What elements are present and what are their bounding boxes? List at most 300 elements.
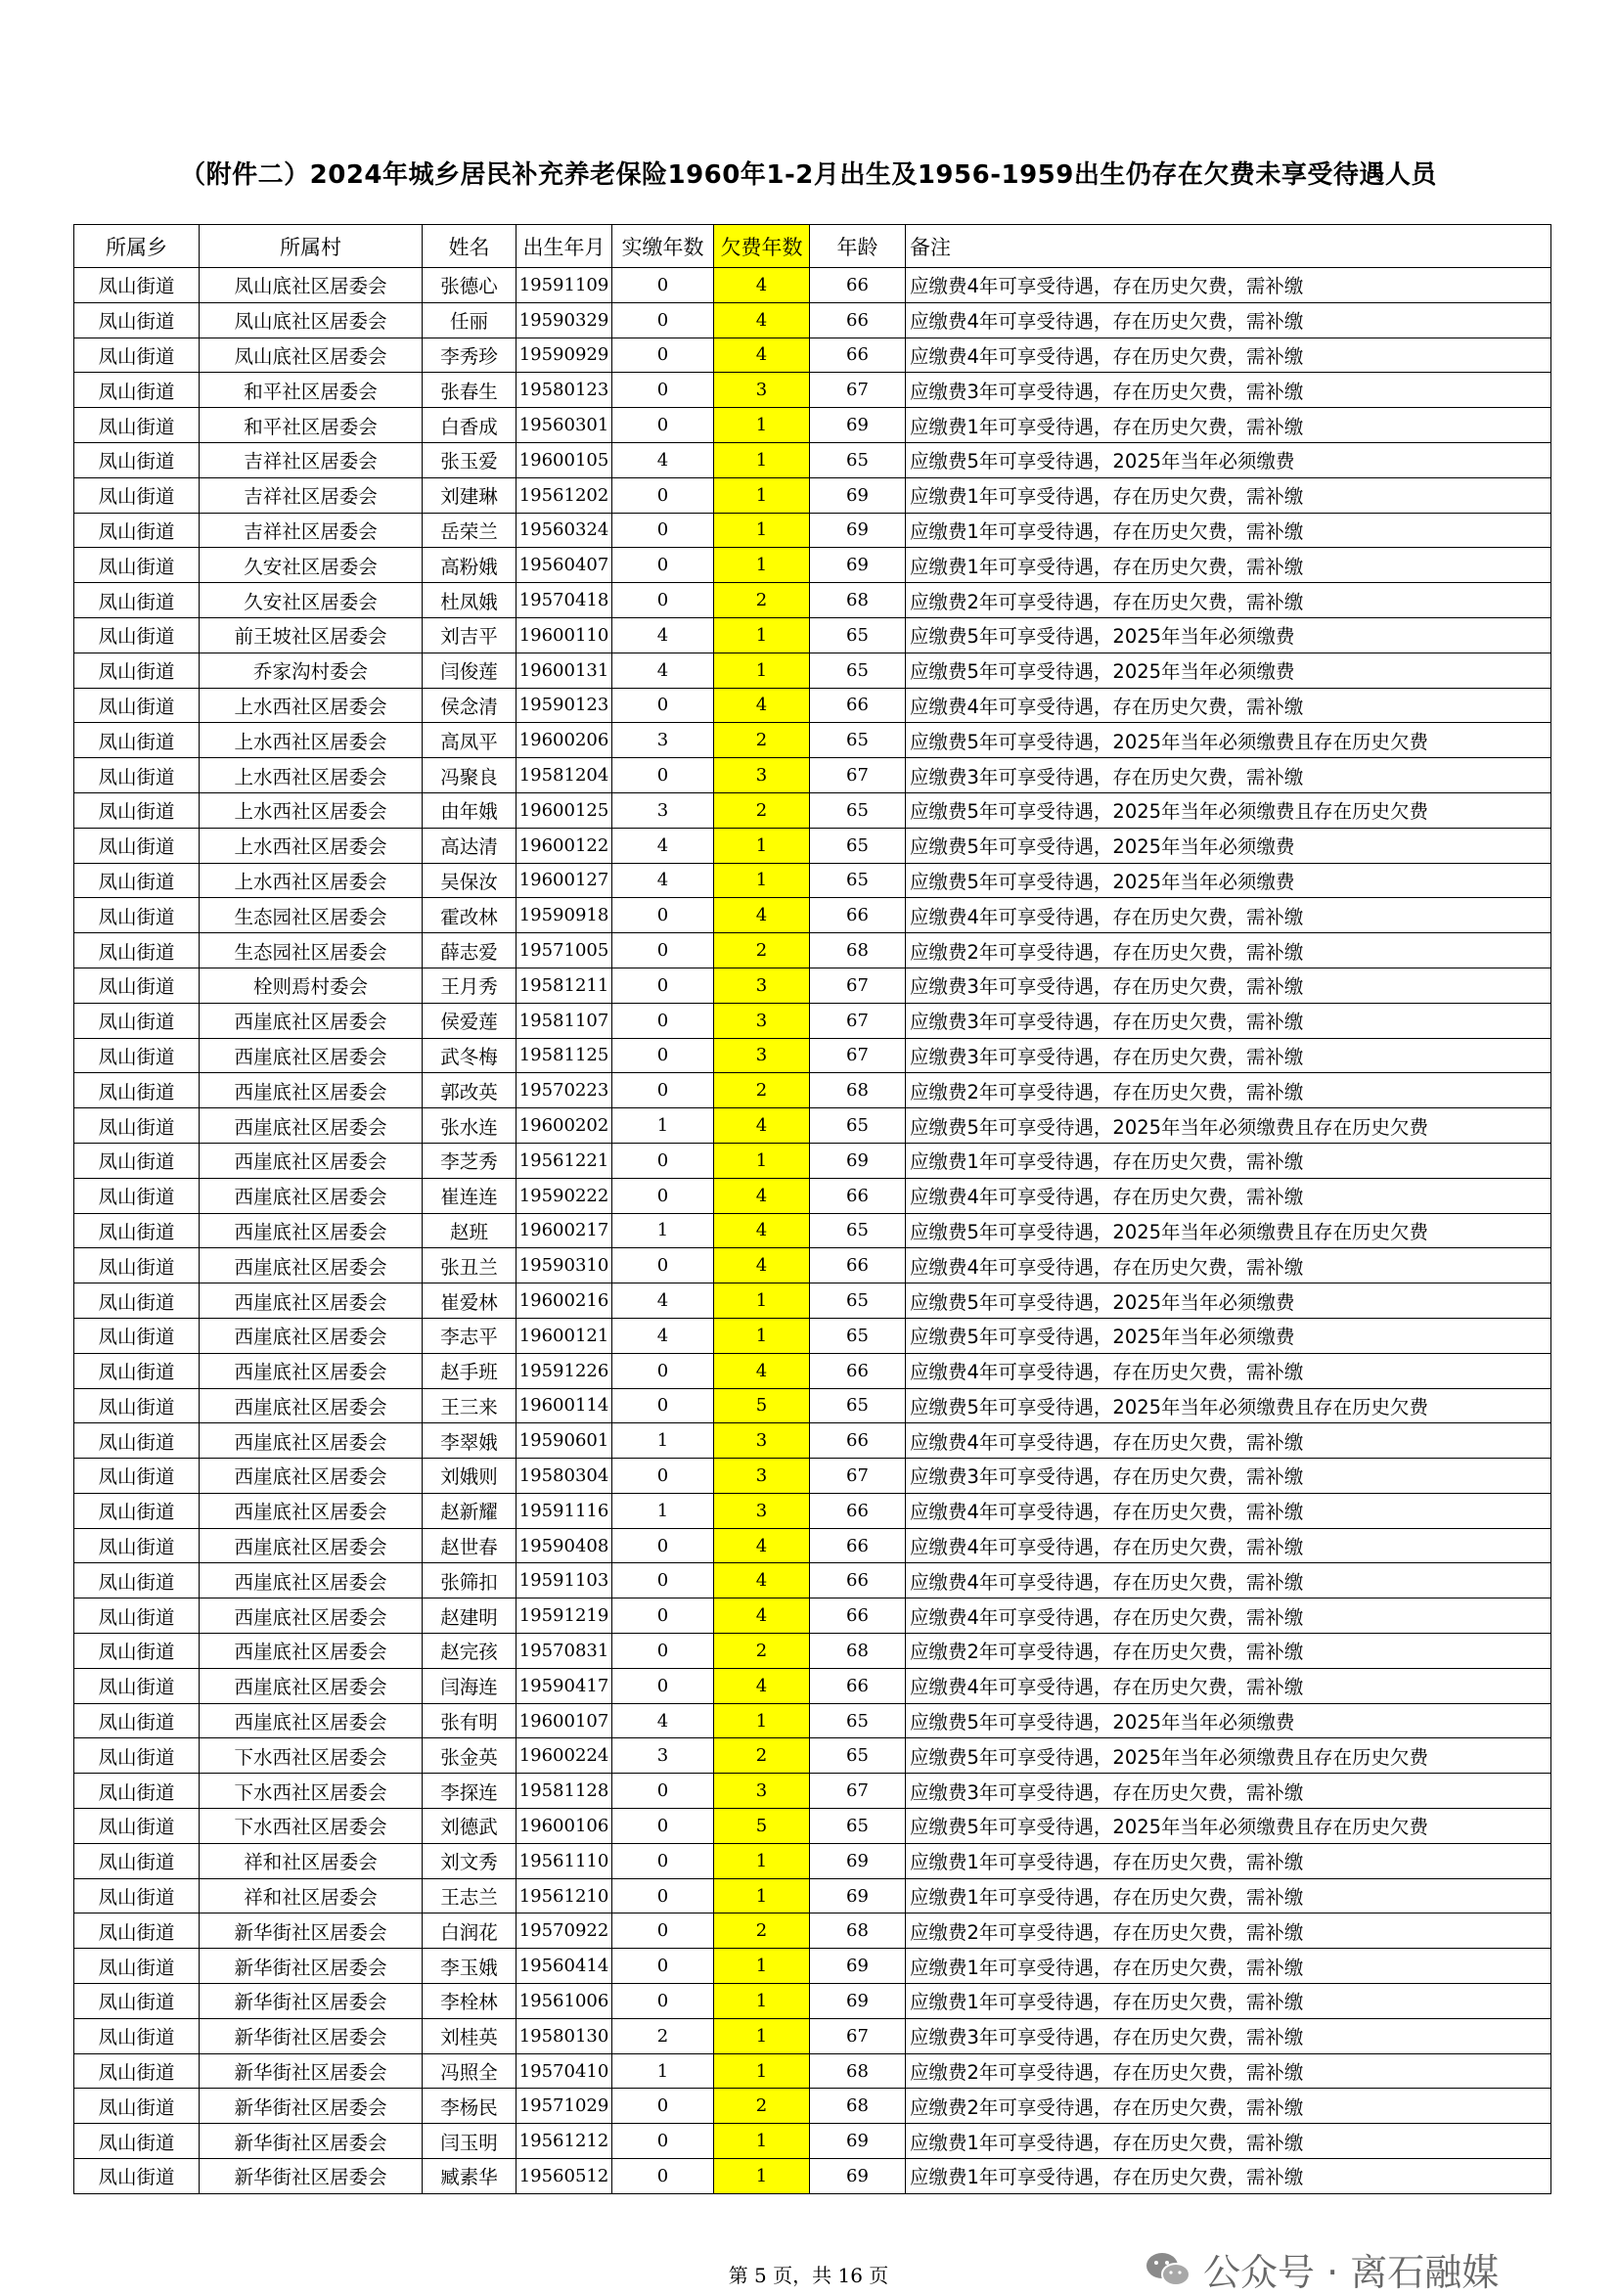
- table-row: [74, 863, 1551, 898]
- cell-village: 吉祥社区居委会: [200, 442, 423, 477]
- cell-note: 应缴费1年可享受待遇，存在历史欠费，需补缴: [906, 477, 1551, 513]
- cell-age: 65: [810, 1388, 906, 1423]
- table-row: [74, 2124, 1551, 2159]
- cell-owed-years: 1: [714, 2053, 810, 2089]
- cell-name: 刘桂英: [423, 2018, 517, 2053]
- cell-birth: 19570410: [517, 2053, 612, 2089]
- cell-township: 凤山街道: [74, 1774, 200, 1809]
- cell-township: 凤山街道: [74, 1528, 200, 1563]
- cell-township: 凤山街道: [74, 442, 200, 477]
- cell-name: 李芝秀: [423, 1143, 517, 1178]
- cell-township: 凤山街道: [74, 653, 200, 688]
- cell-owed-years: 1: [714, 477, 810, 513]
- cell-owed-years: 1: [714, 1703, 810, 1738]
- cell-name: 李翠娥: [423, 1423, 517, 1459]
- header-note: 备注: [906, 225, 1551, 268]
- cell-name: 王三来: [423, 1388, 517, 1423]
- cell-note: 应缴费3年可享受待遇，存在历史欠费，需补缴: [906, 1038, 1551, 1073]
- cell-township: 凤山街道: [74, 792, 200, 828]
- cell-note: 应缴费1年可享受待遇，存在历史欠费，需补缴: [906, 2159, 1551, 2194]
- cell-owed-years: 1: [714, 1843, 810, 1878]
- cell-note: 应缴费5年可享受待遇，2025年当年必须缴费: [906, 1703, 1551, 1738]
- cell-name: 李秀珍: [423, 338, 517, 373]
- cell-owed-years: 4: [714, 1248, 810, 1283]
- cell-township: 凤山街道: [74, 1108, 200, 1144]
- cell-name: 刘文秀: [423, 1843, 517, 1878]
- wechat-icon: [1145, 2250, 1191, 2289]
- cell-name: 赵手班: [423, 1353, 517, 1388]
- cell-village: 和平社区居委会: [200, 408, 423, 443]
- table-row: [74, 968, 1551, 1003]
- document-title: （附件二）2024年城乡居民补充养老保险1960年1-2月出生及1956-1959出生仍存在欠费未享受待遇人员: [180, 160, 1437, 190]
- cell-village: 凤山底社区居委会: [200, 268, 423, 303]
- cell-village: 西崖底社区居委会: [200, 1003, 423, 1038]
- cell-owed-years: 4: [714, 1353, 810, 1388]
- cell-paid-years: 0: [612, 1984, 714, 2019]
- watermark-text: 公众号 · 离石融媒: [1203, 2251, 1500, 2294]
- cell-paid-years: 4: [612, 1283, 714, 1319]
- cell-village: 上水西社区居委会: [200, 828, 423, 863]
- cell-owed-years: 2: [714, 1913, 810, 1949]
- cell-note: 应缴费5年可享受待遇，2025年当年必须缴费: [906, 442, 1551, 477]
- table-row: [74, 1178, 1551, 1213]
- cell-name: 刘建琳: [423, 477, 517, 513]
- cell-township: 凤山街道: [74, 723, 200, 758]
- cell-birth: 19600107: [517, 1703, 612, 1738]
- table-row: [74, 1143, 1551, 1178]
- cell-birth: 19570223: [517, 1073, 612, 1108]
- cell-age: 65: [810, 1809, 906, 1844]
- cell-owed-years: 1: [714, 2018, 810, 2053]
- cell-township: 凤山街道: [74, 1843, 200, 1878]
- cell-village: 新华街社区居委会: [200, 2089, 423, 2124]
- cell-name: 闫玉明: [423, 2124, 517, 2159]
- cell-village: 西崖底社区居委会: [200, 1423, 423, 1459]
- cell-name: 杜凤娥: [423, 583, 517, 618]
- cell-name: 侯念清: [423, 688, 517, 723]
- cell-note: 应缴费3年可享受待遇，存在历史欠费，需补缴: [906, 758, 1551, 793]
- cell-paid-years: 0: [612, 1598, 714, 1634]
- header-name: 姓名: [423, 225, 517, 268]
- cell-name: 白润花: [423, 1913, 517, 1949]
- cell-age: 69: [810, 548, 906, 583]
- cell-birth: 19570922: [517, 1913, 612, 1949]
- cell-township: 凤山街道: [74, 758, 200, 793]
- cell-paid-years: 0: [612, 1073, 714, 1108]
- cell-birth: 19580123: [517, 373, 612, 408]
- cell-age: 69: [810, 2124, 906, 2159]
- cell-age: 68: [810, 583, 906, 618]
- cell-township: 凤山街道: [74, 548, 200, 583]
- cell-paid-years: 0: [612, 1878, 714, 1913]
- cell-birth: 19600202: [517, 1108, 612, 1144]
- cell-birth: 19600114: [517, 1388, 612, 1423]
- cell-owed-years: 5: [714, 1388, 810, 1423]
- cell-owed-years: 1: [714, 1283, 810, 1319]
- cell-birth: 19590310: [517, 1248, 612, 1283]
- header-village: 所属村: [200, 225, 423, 268]
- table-row: [74, 1493, 1551, 1528]
- cell-village: 吉祥社区居委会: [200, 477, 423, 513]
- cell-age: 66: [810, 338, 906, 373]
- cell-township: 凤山街道: [74, 1038, 200, 1073]
- cell-birth: 19571005: [517, 933, 612, 968]
- cell-village: 乔家沟村委会: [200, 653, 423, 688]
- cell-age: 65: [810, 1318, 906, 1353]
- cell-paid-years: 0: [612, 1913, 714, 1949]
- cell-name: 臧素华: [423, 2159, 517, 2194]
- cell-age: 66: [810, 302, 906, 338]
- cell-note: 应缴费4年可享受待遇，存在历史欠费，需补缴: [906, 1248, 1551, 1283]
- cell-village: 西崖底社区居委会: [200, 1213, 423, 1248]
- cell-paid-years: 3: [612, 792, 714, 828]
- table-row: [74, 898, 1551, 933]
- cell-owed-years: 4: [714, 338, 810, 373]
- cell-township: 凤山街道: [74, 513, 200, 548]
- table-row: [74, 302, 1551, 338]
- cell-name: 薛志爱: [423, 933, 517, 968]
- cell-birth: 19590329: [517, 302, 612, 338]
- cell-owed-years: 1: [714, 1878, 810, 1913]
- cell-age: 69: [810, 1878, 906, 1913]
- cell-paid-years: 3: [612, 1738, 714, 1774]
- cell-township: 凤山街道: [74, 1423, 200, 1459]
- table-row: [74, 2159, 1551, 2194]
- cell-name: 任丽: [423, 302, 517, 338]
- cell-note: 应缴费4年可享受待遇，存在历史欠费，需补缴: [906, 338, 1551, 373]
- cell-village: 祥和社区居委会: [200, 1843, 423, 1878]
- table-row: [74, 2018, 1551, 2053]
- cell-owed-years: 4: [714, 1108, 810, 1144]
- table-row: [74, 2053, 1551, 2089]
- cell-owed-years: 4: [714, 1563, 810, 1598]
- cell-owed-years: 4: [714, 1178, 810, 1213]
- cell-township: 凤山街道: [74, 2159, 200, 2194]
- cell-owed-years: 4: [714, 1213, 810, 1248]
- cell-name: 赵完孩: [423, 1634, 517, 1669]
- cell-note: 应缴费2年可享受待遇，存在历史欠费，需补缴: [906, 1634, 1551, 1669]
- cell-township: 凤山街道: [74, 617, 200, 653]
- table-row: [74, 933, 1551, 968]
- cell-township: 凤山街道: [74, 1493, 200, 1528]
- cell-owed-years: 4: [714, 688, 810, 723]
- cell-note: 应缴费4年可享受待遇，存在历史欠费，需补缴: [906, 1528, 1551, 1563]
- watermark: [1145, 2242, 1499, 2296]
- cell-paid-years: 0: [612, 302, 714, 338]
- cell-birth: 19560512: [517, 2159, 612, 2194]
- cell-paid-years: 1: [612, 1213, 714, 1248]
- cell-name: 冯照全: [423, 2053, 517, 2089]
- cell-owed-years: 3: [714, 1003, 810, 1038]
- cell-paid-years: 0: [612, 1459, 714, 1494]
- cell-birth: 19591219: [517, 1598, 612, 1634]
- cell-village: 新华街社区居委会: [200, 2053, 423, 2089]
- cell-township: 凤山街道: [74, 688, 200, 723]
- cell-paid-years: 0: [612, 1843, 714, 1878]
- cell-paid-years: 1: [612, 1493, 714, 1528]
- cell-village: 上水西社区居委会: [200, 758, 423, 793]
- cell-village: 西崖底社区居委会: [200, 1634, 423, 1669]
- cell-owed-years: 1: [714, 513, 810, 548]
- cell-village: 西崖底社区居委会: [200, 1248, 423, 1283]
- cell-township: 凤山街道: [74, 1003, 200, 1038]
- cell-village: 生态园社区居委会: [200, 898, 423, 933]
- table-body: [74, 268, 1551, 2194]
- cell-birth: 19561221: [517, 1143, 612, 1178]
- cell-note: 应缴费1年可享受待遇，存在历史欠费，需补缴: [906, 548, 1551, 583]
- cell-name: 闫海连: [423, 1668, 517, 1703]
- cell-name: 霍改林: [423, 898, 517, 933]
- cell-birth: 19591103: [517, 1563, 612, 1598]
- cell-name: 崔连连: [423, 1178, 517, 1213]
- cell-birth: 19600216: [517, 1283, 612, 1319]
- table-row: [74, 1913, 1551, 1949]
- cell-village: 下水西社区居委会: [200, 1738, 423, 1774]
- table-row: [74, 1598, 1551, 1634]
- cell-paid-years: 0: [612, 583, 714, 618]
- cell-name: 冯聚良: [423, 758, 517, 793]
- cell-note: 应缴费5年可享受待遇，2025年当年必须缴费且存在历史欠费: [906, 1213, 1551, 1248]
- cell-age: 66: [810, 1353, 906, 1388]
- cell-paid-years: 0: [612, 2089, 714, 2124]
- cell-birth: 19571029: [517, 2089, 612, 2124]
- cell-village: 凤山底社区居委会: [200, 338, 423, 373]
- cell-name: 张金英: [423, 1738, 517, 1774]
- cell-note: 应缴费5年可享受待遇，2025年当年必须缴费且存在历史欠费: [906, 792, 1551, 828]
- cell-note: 应缴费5年可享受待遇，2025年当年必须缴费且存在历史欠费: [906, 1388, 1551, 1423]
- table-row: [74, 1949, 1551, 1984]
- cell-paid-years: 0: [612, 1563, 714, 1598]
- cell-birth: 19560407: [517, 548, 612, 583]
- cell-paid-years: 0: [612, 338, 714, 373]
- table-row: [74, 758, 1551, 793]
- cell-birth: 19600106: [517, 1809, 612, 1844]
- cell-age: 66: [810, 1423, 906, 1459]
- cell-village: 上水西社区居委会: [200, 863, 423, 898]
- cell-name: 刘德武: [423, 1809, 517, 1844]
- cell-owed-years: 2: [714, 933, 810, 968]
- arrears-table: [73, 224, 1551, 2194]
- cell-birth: 19590417: [517, 1668, 612, 1703]
- cell-owed-years: 1: [714, 653, 810, 688]
- cell-birth: 19581211: [517, 968, 612, 1003]
- cell-birth: 19591226: [517, 1353, 612, 1388]
- cell-age: 68: [810, 2053, 906, 2089]
- cell-village: 吉祥社区居委会: [200, 513, 423, 548]
- cell-name: 吴保汝: [423, 863, 517, 898]
- cell-village: 西崖底社区居委会: [200, 1283, 423, 1319]
- cell-age: 67: [810, 968, 906, 1003]
- cell-age: 68: [810, 2089, 906, 2124]
- cell-owed-years: 1: [714, 1984, 810, 2019]
- cell-birth: 19590408: [517, 1528, 612, 1563]
- cell-age: 66: [810, 1178, 906, 1213]
- cell-note: 应缴费5年可享受待遇，2025年当年必须缴费: [906, 1318, 1551, 1353]
- cell-paid-years: 1: [612, 1423, 714, 1459]
- cell-township: 凤山街道: [74, 1353, 200, 1388]
- cell-paid-years: 1: [612, 1108, 714, 1144]
- cell-note: 应缴费3年可享受待遇，存在历史欠费，需补缴: [906, 1459, 1551, 1494]
- cell-name: 李玉娥: [423, 1949, 517, 1984]
- cell-owed-years: 3: [714, 1459, 810, 1494]
- table-row: [74, 442, 1551, 477]
- cell-birth: 19590222: [517, 1178, 612, 1213]
- cell-township: 凤山街道: [74, 1459, 200, 1494]
- cell-birth: 19600110: [517, 617, 612, 653]
- cell-village: 西崖底社区居委会: [200, 1108, 423, 1144]
- cell-township: 凤山街道: [74, 408, 200, 443]
- cell-name: 崔爱林: [423, 1283, 517, 1319]
- cell-name: 白香成: [423, 408, 517, 443]
- cell-paid-years: 0: [612, 688, 714, 723]
- cell-age: 66: [810, 1598, 906, 1634]
- table-row: [74, 1878, 1551, 1913]
- table-row: [74, 1213, 1551, 1248]
- cell-village: 新华街社区居委会: [200, 1984, 423, 2019]
- cell-township: 凤山街道: [74, 968, 200, 1003]
- table-row: [74, 1703, 1551, 1738]
- cell-owed-years: 1: [714, 442, 810, 477]
- cell-township: 凤山街道: [74, 1283, 200, 1319]
- cell-owed-years: 3: [714, 758, 810, 793]
- cell-note: 应缴费5年可享受待遇，2025年当年必须缴费且存在历史欠费: [906, 1108, 1551, 1144]
- cell-village: 上水西社区居委会: [200, 792, 423, 828]
- cell-birth: 19600122: [517, 828, 612, 863]
- cell-name: 由年娥: [423, 792, 517, 828]
- table-row: [74, 792, 1551, 828]
- cell-owed-years: 3: [714, 1774, 810, 1809]
- cell-owed-years: 3: [714, 1493, 810, 1528]
- cell-note: 应缴费5年可享受待遇，2025年当年必须缴费且存在历史欠费: [906, 723, 1551, 758]
- cell-paid-years: 0: [612, 1668, 714, 1703]
- table-row: [74, 1774, 1551, 1809]
- cell-village: 西崖底社区居委会: [200, 1388, 423, 1423]
- cell-village: 西崖底社区居委会: [200, 1143, 423, 1178]
- table-row: [74, 1108, 1551, 1144]
- cell-age: 65: [810, 442, 906, 477]
- cell-birth: 19590929: [517, 338, 612, 373]
- cell-note: 应缴费3年可享受待遇，存在历史欠费，需补缴: [906, 1003, 1551, 1038]
- cell-owed-years: 1: [714, 1318, 810, 1353]
- cell-birth: 19600125: [517, 792, 612, 828]
- cell-owed-years: 2: [714, 1073, 810, 1108]
- header-birth: 出生年月: [517, 225, 612, 268]
- cell-name: 张水连: [423, 1108, 517, 1144]
- table-row: [74, 477, 1551, 513]
- cell-birth: 19600131: [517, 653, 612, 688]
- cell-owed-years: 4: [714, 302, 810, 338]
- cell-owed-years: 5: [714, 1809, 810, 1844]
- cell-village: 西崖底社区居委会: [200, 1528, 423, 1563]
- cell-paid-years: 0: [612, 1003, 714, 1038]
- cell-note: 应缴费5年可享受待遇，2025年当年必须缴费: [906, 828, 1551, 863]
- cell-paid-years: 4: [612, 442, 714, 477]
- cell-age: 69: [810, 477, 906, 513]
- cell-paid-years: 4: [612, 828, 714, 863]
- cell-owed-years: 3: [714, 1038, 810, 1073]
- cell-owed-years: 3: [714, 373, 810, 408]
- cell-age: 66: [810, 1528, 906, 1563]
- cell-owed-years: 1: [714, 408, 810, 443]
- cell-owed-years: 1: [714, 2124, 810, 2159]
- cell-village: 新华街社区居委会: [200, 1949, 423, 1984]
- cell-village: 凤山底社区居委会: [200, 302, 423, 338]
- cell-paid-years: 4: [612, 1703, 714, 1738]
- cell-paid-years: 0: [612, 1809, 714, 1844]
- cell-note: 应缴费3年可享受待遇，存在历史欠费，需补缴: [906, 2018, 1551, 2053]
- cell-age: 66: [810, 1563, 906, 1598]
- table-row: [74, 408, 1551, 443]
- cell-township: 凤山街道: [74, 1738, 200, 1774]
- cell-township: 凤山街道: [74, 583, 200, 618]
- table-row: [74, 1459, 1551, 1494]
- cell-village: 久安社区居委会: [200, 548, 423, 583]
- table-row: [74, 548, 1551, 583]
- cell-age: 65: [810, 863, 906, 898]
- cell-village: 西崖底社区居委会: [200, 1703, 423, 1738]
- cell-name: 张春生: [423, 373, 517, 408]
- cell-name: 岳荣兰: [423, 513, 517, 548]
- cell-age: 65: [810, 1283, 906, 1319]
- cell-name: 刘吉平: [423, 617, 517, 653]
- cell-note: 应缴费4年可享受待遇，存在历史欠费，需补缴: [906, 1563, 1551, 1598]
- cell-age: 65: [810, 1703, 906, 1738]
- cell-township: 凤山街道: [74, 1073, 200, 1108]
- cell-township: 凤山街道: [74, 477, 200, 513]
- cell-age: 67: [810, 1459, 906, 1494]
- cell-birth: 19600121: [517, 1318, 612, 1353]
- cell-owed-years: 1: [714, 548, 810, 583]
- cell-note: 应缴费4年可享受待遇，存在历史欠费，需补缴: [906, 1423, 1551, 1459]
- cell-village: 新华街社区居委会: [200, 2124, 423, 2159]
- table-row: [74, 1248, 1551, 1283]
- cell-birth: 19590601: [517, 1423, 612, 1459]
- cell-birth: 19581128: [517, 1774, 612, 1809]
- page-number: 第 5 页，共 16 页: [728, 2264, 889, 2287]
- cell-village: 西崖底社区居委会: [200, 1318, 423, 1353]
- cell-paid-years: 0: [612, 1949, 714, 1984]
- cell-age: 68: [810, 1913, 906, 1949]
- cell-village: 下水西社区居委会: [200, 1774, 423, 1809]
- cell-paid-years: 0: [612, 373, 714, 408]
- cell-village: 久安社区居委会: [200, 583, 423, 618]
- cell-birth: 19560301: [517, 408, 612, 443]
- cell-name: 李志平: [423, 1318, 517, 1353]
- cell-name: 张玉爱: [423, 442, 517, 477]
- cell-village: 西崖底社区居委会: [200, 1459, 423, 1494]
- cell-township: 凤山街道: [74, 1634, 200, 1669]
- cell-age: 65: [810, 1108, 906, 1144]
- cell-township: 凤山街道: [74, 302, 200, 338]
- cell-owed-years: 2: [714, 1634, 810, 1669]
- cell-age: 67: [810, 1038, 906, 1073]
- cell-owed-years: 1: [714, 617, 810, 653]
- cell-paid-years: 3: [612, 723, 714, 758]
- cell-note: 应缴费3年可享受待遇，存在历史欠费，需补缴: [906, 373, 1551, 408]
- table-row: [74, 1283, 1551, 1319]
- cell-paid-years: 0: [612, 1178, 714, 1213]
- cell-birth: 19580130: [517, 2018, 612, 2053]
- cell-name: 武冬梅: [423, 1038, 517, 1073]
- table-row: [74, 1423, 1551, 1459]
- table-row: [74, 723, 1551, 758]
- cell-birth: 19570831: [517, 1634, 612, 1669]
- cell-age: 65: [810, 723, 906, 758]
- cell-township: 凤山街道: [74, 2089, 200, 2124]
- header-owed-years: 欠费年数: [714, 225, 810, 268]
- cell-owed-years: 2: [714, 2089, 810, 2124]
- cell-birth: 19581125: [517, 1038, 612, 1073]
